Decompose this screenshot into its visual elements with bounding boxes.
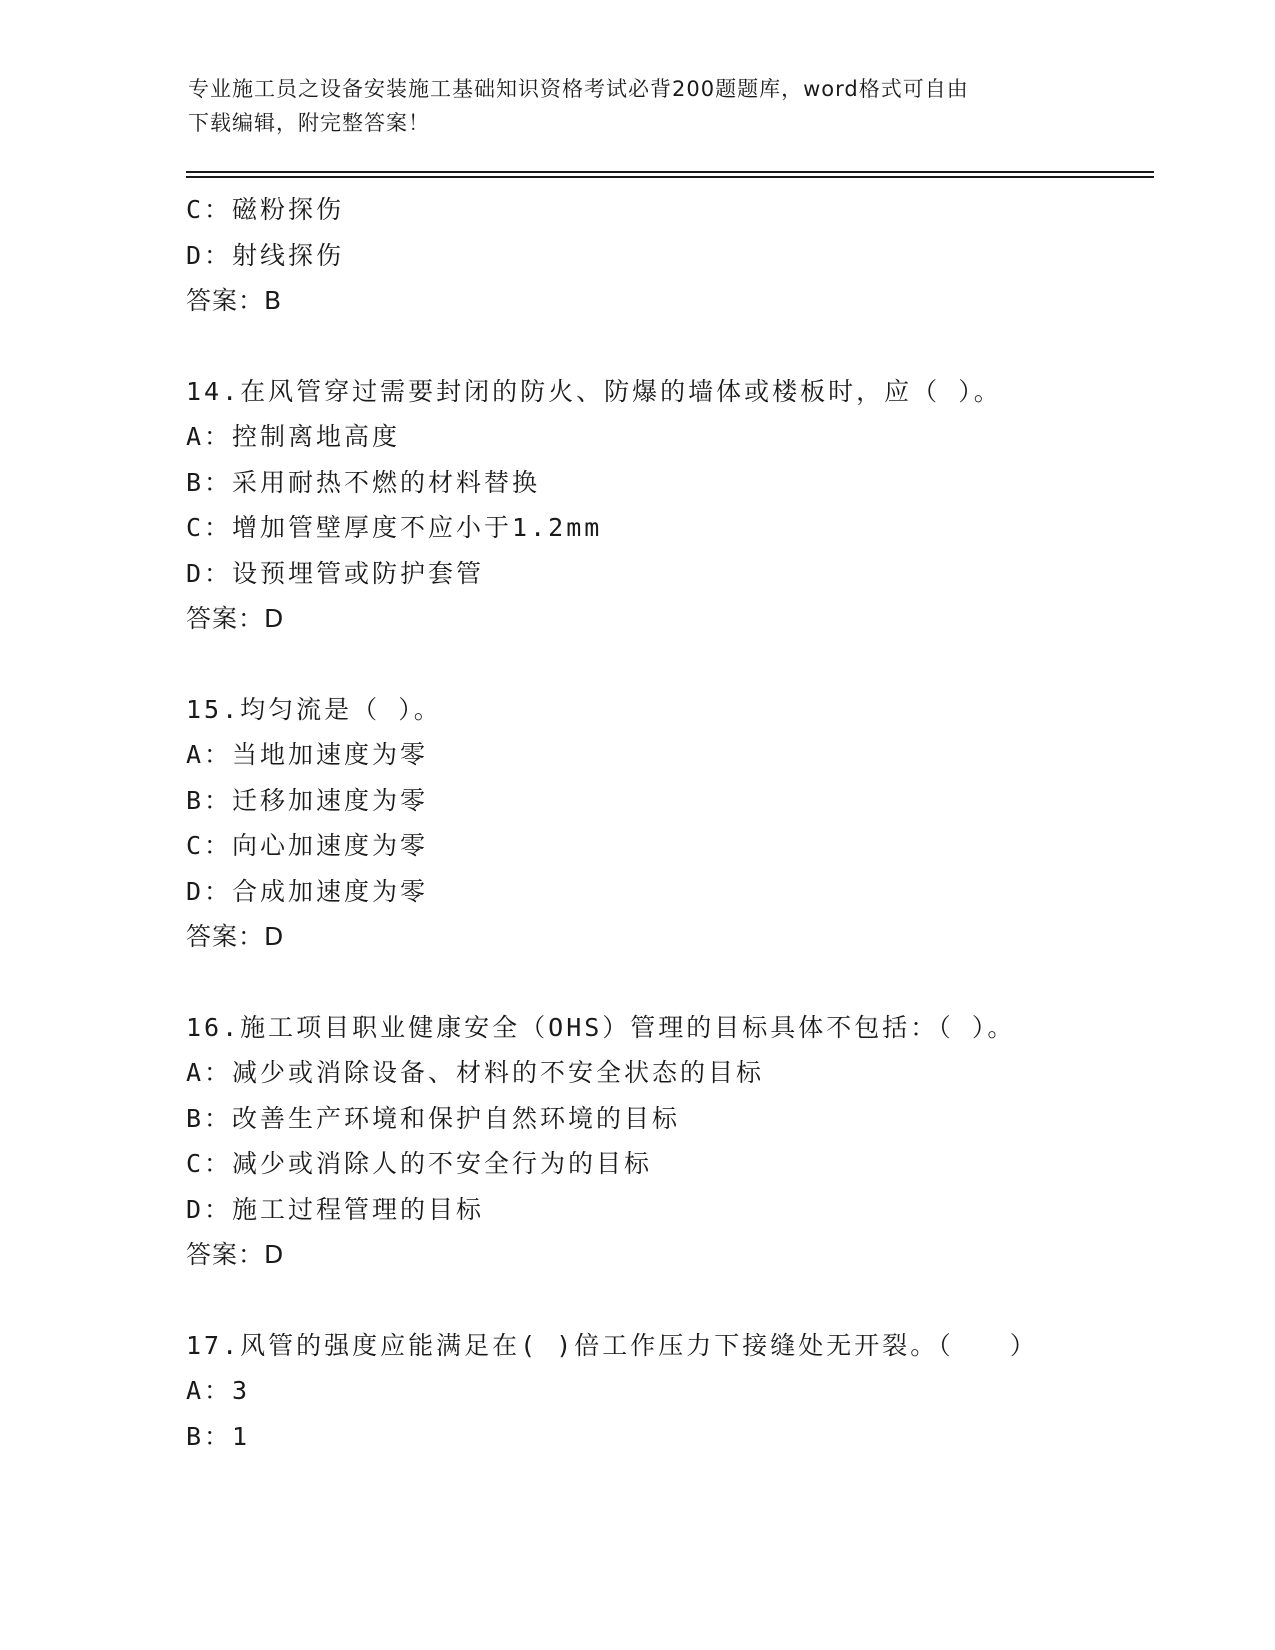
question-block-15 <box>186 687 1166 960</box>
option-c: C：向心加速度为零 <box>186 831 429 860</box>
question-list <box>186 187 1166 1459</box>
header-title-line-1: 专业施工员之设备安装施工基础知识资格考试必背200题题库，word格式可自由 <box>188 77 969 101</box>
header-title-line-2: 下载编辑，附完整答案！ <box>188 111 430 135</box>
option-d: D：射线探伤 <box>186 240 345 270</box>
option-d: D：设预埋管或防护套管 <box>186 558 485 588</box>
option-d: D：施工过程管理的目标 <box>186 1194 485 1224</box>
option-a: A：3 <box>186 1376 251 1405</box>
document-header <box>188 72 1068 140</box>
option-a: A：当地加速度为零 <box>186 740 429 769</box>
question-stem: 16.施工项目职业健康安全（OHS）管理的目标具体不包括：（ ）。 <box>186 1012 1016 1042</box>
question-stem: 17.风管的强度应能满足在( )倍工作压力下接缝处无开裂。（ ） <box>186 1330 1038 1360</box>
option-b: B：迁移加速度为零 <box>186 785 429 815</box>
answer-text: 答案：D <box>186 922 285 951</box>
question-block-17 <box>186 1323 1166 1460</box>
header-divider-bottom <box>186 176 1154 178</box>
question-stem: 14.在风管穿过需要封闭的防火、防爆的墙体或楼板时，应（ ）。 <box>186 376 1002 406</box>
question-block-14 <box>186 369 1166 642</box>
answer-text: 答案：D <box>186 604 285 633</box>
answer-text: 答案：B <box>186 286 283 315</box>
question-stem: 15.均匀流是（ ）。 <box>186 694 442 724</box>
option-a: A：减少或消除设备、材料的不安全状态的目标 <box>186 1058 765 1087</box>
question-block-16 <box>186 1005 1166 1278</box>
option-c: C：减少或消除人的不安全行为的目标 <box>186 1149 653 1178</box>
option-a: A：控制离地高度 <box>186 422 401 451</box>
option-c: C：增加管壁厚度不应小于1.2mm <box>186 513 603 542</box>
header-divider-top <box>186 171 1154 173</box>
option-b: B：1 <box>186 1421 251 1451</box>
answer-text: 答案：D <box>186 1240 285 1269</box>
option-c: C：磁粉探伤 <box>186 195 345 224</box>
option-d: D：合成加速度为零 <box>186 876 429 906</box>
question-block-13 <box>186 187 1166 324</box>
option-b: B：改善生产环境和保护自然环境的目标 <box>186 1103 681 1133</box>
option-b: B：采用耐热不燃的材料替换 <box>186 467 541 497</box>
